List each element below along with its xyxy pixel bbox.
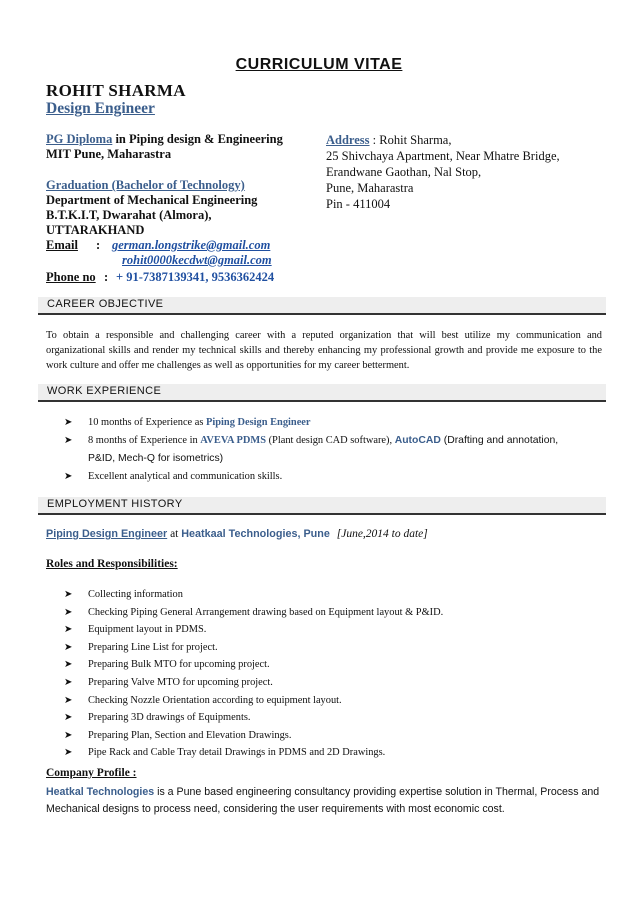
list-item — [64, 709, 604, 727]
piping-design-highlight: Piping Design Engineer — [206, 417, 311, 428]
address-block — [326, 132, 596, 212]
arrow-bullet-icon: ➤ — [64, 659, 73, 671]
aveva-pdms-highlight: AVEVA PDMS — [200, 435, 266, 446]
role-text: Preparing Valve MTO for upcoming project. — [88, 676, 273, 688]
address-line-3: Erandwane Gaothan, Nal Stop, — [326, 165, 482, 179]
graduation-state: UTTARAKHAND — [46, 223, 145, 237]
list-item: ➤ 10 months of Experience as Piping Design Engineer — [64, 414, 604, 432]
email-key: Email — [46, 238, 78, 252]
email-link-2[interactable]: rohit0000kecdwt@gmail.com — [122, 253, 272, 267]
arrow-bullet-icon: ➤ — [64, 747, 73, 759]
work-experience-list — [64, 414, 604, 486]
graduation-label: Graduation (Bachelor of Technology) — [46, 178, 245, 192]
email-link-1[interactable]: german.longstrike@gmail.com — [112, 238, 271, 252]
arrow-bullet-icon: ➤ — [64, 729, 73, 741]
role-text: Checking Piping General Arrangement drawing based on Equipment layout & P&ID. — [88, 606, 444, 618]
arrow-bullet-icon: ➤ — [64, 676, 73, 688]
work-experience-title: WORK EXPERIENCE — [47, 385, 162, 397]
phone-row — [46, 270, 316, 285]
role-text: Collecting information — [88, 589, 183, 600]
employer-name: Heatkaal Technologies, Pune — [181, 528, 330, 540]
company-profile-title: Company Profile : — [46, 767, 137, 779]
list-item: ➤ Excellent analytical and communication skills. — [64, 468, 604, 486]
pg-diploma-line — [46, 132, 316, 147]
email-row — [46, 238, 316, 253]
autocad-highlight: AutoCAD — [394, 435, 441, 446]
phone-number: + 91-7387139341, 9536362424 — [116, 270, 275, 284]
career-objective-header — [38, 297, 606, 315]
list-item — [64, 692, 604, 710]
career-objective-text: To obtain a responsible and challenging career with a reputed organization that will best utilize my communication and organizational skills and render my technical skills and thereby enhancing my professional growth and provide me exposure to the work culture and offer me challenges as well as opportunities for my career betterment. — [46, 330, 602, 371]
candidate-role: Design Engineer — [46, 100, 155, 117]
list-item — [64, 621, 604, 639]
role-text: Checking Nozzle Orientation according to equipment layout. — [88, 694, 342, 706]
role-text: Preparing Line List for project. — [88, 641, 218, 653]
employment-entry: Piping Design Engineer at Heatkaal Technologies, Pune [June,2014 to date] — [46, 528, 428, 540]
roles-list — [64, 586, 604, 762]
arrow-bullet-icon: ➤ — [64, 694, 73, 706]
work-experience-header — [38, 384, 606, 402]
address-name: : Rohit Sharma, — [369, 133, 452, 147]
roles-title: Roles and Responsibilities: — [46, 558, 178, 570]
list-item — [64, 744, 604, 762]
address-line-2: 25 Shivchaya Apartment, Near Mhatre Bridge, — [326, 149, 560, 163]
phone-separator: : — [104, 270, 109, 284]
graduation-department: Department of Mechanical Engineering — [46, 193, 258, 207]
company-profile-name: Heatkal Technologies — [46, 786, 155, 798]
candidate-name: ROHIT SHARMA — [46, 81, 186, 100]
email-separator: : — [96, 238, 101, 252]
role-text: Preparing Plan, Section and Elevation Drawings. — [88, 729, 292, 741]
role-text: Preparing Bulk MTO for upcoming project. — [88, 659, 270, 671]
list-item — [64, 674, 604, 692]
work-bullet-2-line-2: P&ID, Mech-Q for isometrics) — [88, 453, 224, 464]
address-line-1 — [326, 132, 596, 148]
employment-history-title: EMPLOYMENT HISTORY — [47, 498, 183, 510]
education-contact-block — [46, 132, 316, 285]
employment-period: [June,2014 to date] — [336, 528, 428, 540]
role-text: Pipe Rack and Cable Tray detail Drawings in PDMS and 2D Drawings. — [88, 747, 386, 759]
list-item — [64, 727, 604, 745]
arrow-bullet-icon: ➤ — [64, 435, 73, 446]
graduation-institute: B.T.K.I.T, Dwarahat (Almora), — [46, 208, 212, 222]
arrow-bullet-icon: ➤ — [64, 417, 73, 428]
arrow-bullet-icon: ➤ — [64, 712, 73, 724]
arrow-bullet-icon: ➤ — [64, 624, 73, 636]
list-item — [64, 604, 604, 622]
employment-history-header — [38, 497, 606, 515]
role-text: Preparing 3D drawings of Equipments. — [88, 712, 251, 724]
address-label: Address — [326, 133, 370, 147]
arrow-bullet-icon: ➤ — [64, 589, 73, 600]
phone-key: Phone no — [46, 270, 96, 284]
arrow-bullet-icon: ➤ — [64, 641, 73, 653]
pg-diploma-subject: in Piping design & Engineering — [112, 132, 283, 146]
list-item — [64, 656, 604, 674]
list-item: ➤ 8 months of Experience in AVEVA PDMS (Plant design CAD software), AutoCAD (Drafting and annotation, P&ID, Mech-Q for isometrics) — [64, 432, 604, 468]
email-row-2 — [46, 253, 316, 268]
document-title: CURRICULUM VITAE — [235, 56, 403, 73]
role-text: Equipment layout in PDMS. — [88, 624, 207, 636]
pg-diploma-label: PG Diploma — [46, 132, 113, 146]
address-line-4: Pune, Maharastra — [326, 181, 414, 195]
career-objective-title: CAREER OBJECTIVE — [47, 298, 164, 310]
job-position: Piping Design Engineer — [46, 528, 168, 540]
arrow-bullet-icon: ➤ — [64, 471, 73, 482]
arrow-bullet-icon: ➤ — [64, 606, 73, 618]
list-item — [64, 639, 604, 657]
pg-institute: MIT Pune, Maharastra — [46, 147, 172, 161]
company-profile-text: Heatkal Technologies is a Pune based engineering consultancy providing expertise solution in Thermal, Process and Mechanical designs to process need, considering the user requirements with most economic cost. — [46, 786, 600, 815]
address-line-5: Pin - 411004 — [326, 197, 391, 211]
list-item — [64, 586, 604, 604]
